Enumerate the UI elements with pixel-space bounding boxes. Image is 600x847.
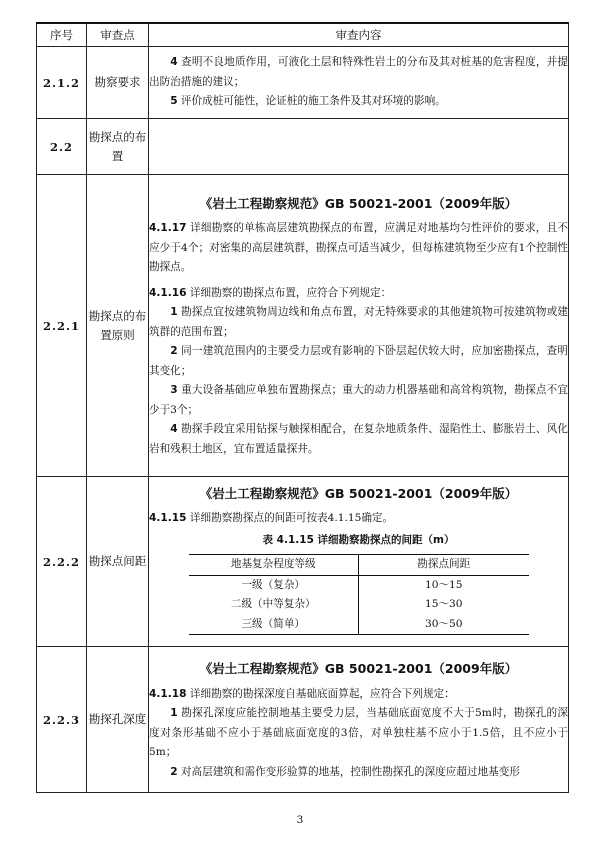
standard-title: 《岩土工程勘察规范》GB 50021-2001（2009年版）: [199, 661, 518, 676]
table-row: [189, 595, 529, 615]
spacing-grade: 一级（复杂）: [189, 575, 359, 595]
row-label: 勘探点的布置: [87, 119, 149, 175]
spacing-header-interval: 勘探点间距: [359, 555, 529, 576]
table-header-row: [37, 23, 569, 47]
spacing-interval: 30～50: [359, 615, 529, 635]
list-item: 4 查明不良地质作用，可液化土层和特殊性岩土的分布及其对桩基的危害程度，并提出防治措施的建议；: [149, 56, 568, 88]
clause: 4.1.16 详细勘察的勘探点布置，应符合下列规定：: [149, 286, 392, 299]
list-item: 5 评价成桩可能性，论证桩的施工条件及其对环境的影响。: [170, 95, 446, 108]
row-content: [149, 47, 569, 119]
row-content: [149, 477, 569, 647]
spacing-table: [189, 554, 529, 635]
table-row: [37, 647, 569, 793]
header-serial: 序号: [37, 23, 87, 47]
clause: 4.1.18 详细勘察的勘探深度自基础底面算起，应符合下列规定：: [149, 687, 455, 700]
row-number: 2.2.3: [37, 647, 87, 793]
row-number: 2.1.2: [37, 47, 87, 119]
clause: 4.1.17 详细勘察的单栋高层建筑勘探点的布置，应满足对地基均匀性评价的要求，且不应少于4个；对密集的高层建筑群，勘探点可适当减少，但每栋建筑物至少应有1个控制性勘探点。: [149, 222, 568, 274]
table-row: [189, 575, 529, 595]
table-row: [37, 477, 569, 647]
row-content: [149, 647, 569, 793]
header-checkpoint: 审查点: [87, 23, 149, 47]
table-caption: 表 4.1.15 详细勘察勘探点的间距（m）: [262, 533, 455, 546]
spacing-grade: 三级（简单）: [189, 615, 359, 635]
row-label: 勘探孔深度: [87, 647, 149, 793]
header-content: 审查内容: [149, 23, 569, 47]
list-item: 3 重大设备基础应单独布置勘探点；重大的动力机器基础和高耸构筑物，勘探点不宜少于3个；: [149, 384, 568, 416]
table-row: [37, 175, 569, 477]
list-item: 1 勘探孔深度应能控制地基主要受力层，当基础底面宽度不大于5m时，勘探孔的深度对条形基础不应小于基础底面宽度的3倍，对单独柱基不应小于1.5倍，且不应小于5m；: [149, 707, 568, 758]
standard-title: 《岩土工程勘察规范》GB 50021-2001（2009年版）: [199, 195, 518, 211]
table-row: [189, 615, 529, 635]
row-label: 勘探点的布置原则: [87, 175, 149, 477]
spacing-header-grade: 地基复杂程度等级: [189, 555, 359, 576]
spacing-table-header: [189, 555, 529, 576]
row-content: [149, 119, 569, 175]
clause: 4.1.15 详细勘察勘探点的间距可按表4.1.15确定。: [149, 512, 394, 525]
row-number: 2.2.1: [37, 175, 87, 477]
list-item: 2 同一建筑范围内的主要受力层或有影响的下卧层起伏较大时，应加密勘探点，查明其变化；: [149, 345, 568, 377]
table-row: [37, 47, 569, 119]
row-label: 勘察要求: [87, 47, 149, 119]
table-row: [37, 119, 569, 175]
row-number: 2.2: [37, 119, 87, 175]
list-item: 4 勘探手段宜采用钻探与触探相配合，在复杂地质条件、湿陷性土、膨胀岩土、风化岩和残积土地区，宜布置适量探井。: [149, 423, 568, 455]
row-label: 勘探点间距: [87, 477, 149, 647]
spacing-grade: 二级（中等复杂）: [189, 595, 359, 615]
row-content: [149, 175, 569, 477]
row-number: 2.2.2: [37, 477, 87, 647]
review-table: [36, 22, 569, 793]
standard-title: 《岩土工程勘察规范》GB 50021-2001（2009年版）: [199, 485, 518, 501]
list-item: 1 勘探点宜按建筑物周边线和角点布置，对无特殊要求的其他建筑物可按建筑物或建筑群的范围布置；: [149, 306, 568, 338]
spacing-interval: 10～15: [424, 578, 463, 591]
page-number: 3: [296, 814, 304, 826]
list-item: 2 对高层建筑和需作变形验算的地基，控制性勘探孔的深度应超过地基变形: [170, 765, 520, 778]
spacing-interval: 15～30: [424, 598, 463, 611]
page: [36, 22, 568, 793]
